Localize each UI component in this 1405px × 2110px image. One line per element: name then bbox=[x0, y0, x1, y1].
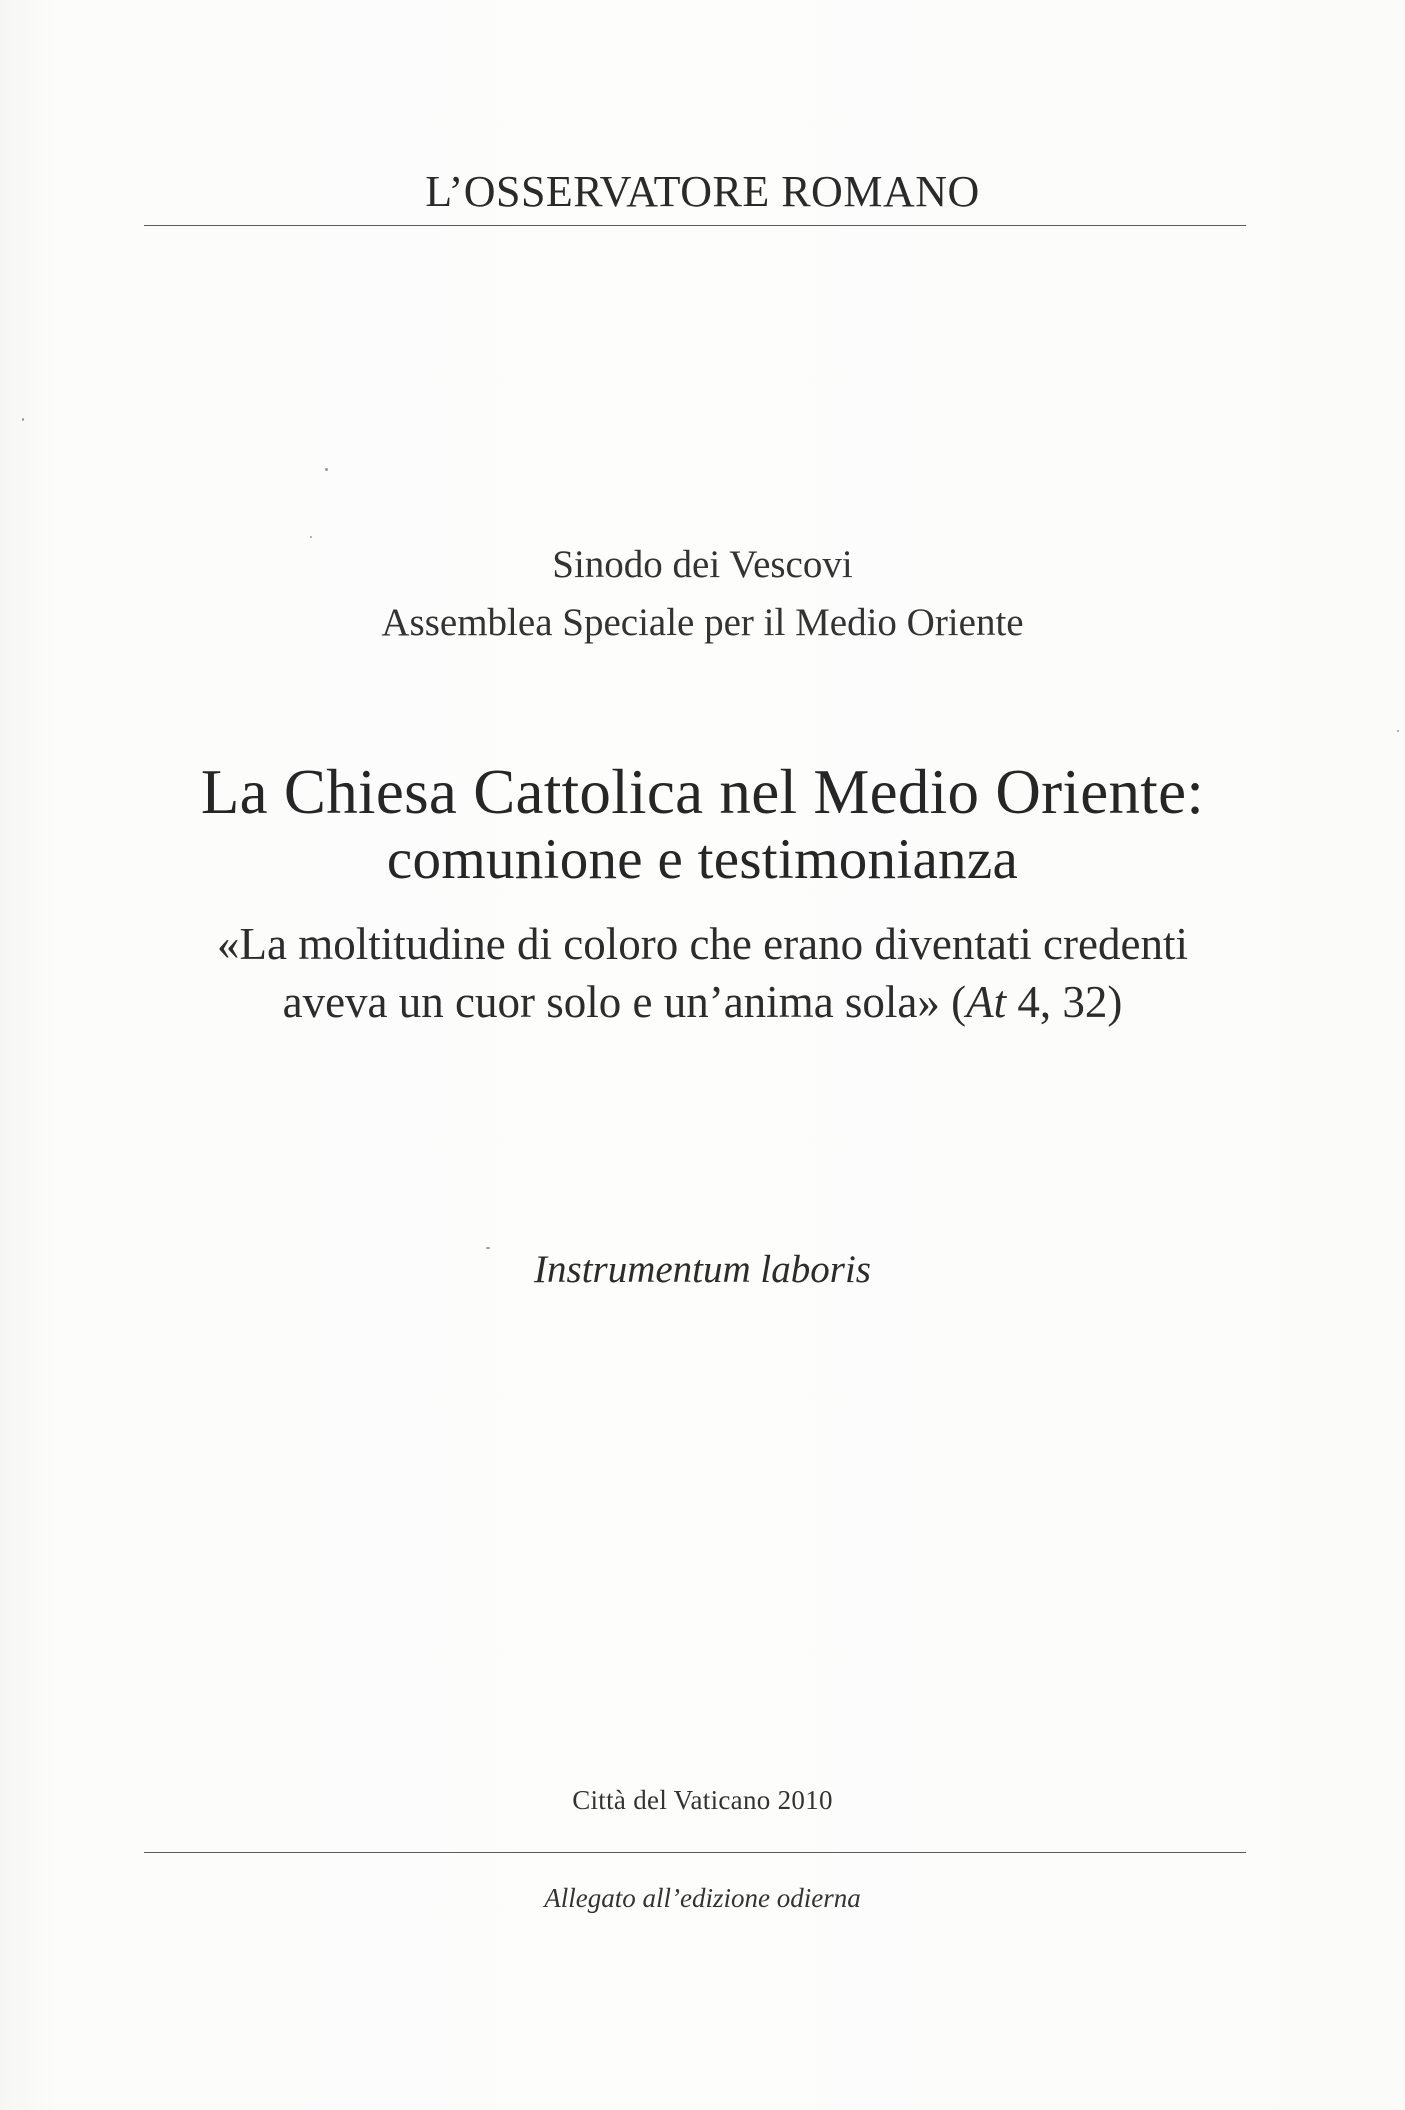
top-rule bbox=[144, 225, 1246, 226]
title-line-2: comunione e testimonianza bbox=[386, 828, 1019, 891]
quote-line-1: «La moltitudine di coloro che erano diventati credenti bbox=[217, 919, 1188, 969]
masthead: L’OSSERVATORE ROMANO bbox=[425, 167, 980, 216]
scan-speck bbox=[310, 536, 312, 538]
scan-speck bbox=[325, 468, 328, 471]
quote-line-2 bbox=[0, 976, 1405, 1028]
scan-speck bbox=[1397, 730, 1399, 732]
synod-heading: Sinodo dei Vescovi bbox=[552, 543, 853, 586]
scan-speck bbox=[486, 1247, 490, 1249]
document-subtitle: Instrumentum laboris bbox=[534, 1248, 871, 1291]
quote-line-2-text: aveva un cuor solo e un’anima sola» ( bbox=[282, 977, 967, 1027]
allegato-note: Allegato all’edizione odierna bbox=[544, 1883, 861, 1913]
place-and-year: Città del Vaticano 2010 bbox=[572, 1785, 833, 1815]
quote-reference-verse: 4, 32) bbox=[1006, 977, 1123, 1027]
assembly-heading: Assemblea Speciale per il Medio Oriente bbox=[381, 601, 1024, 644]
scan-speck bbox=[22, 418, 24, 421]
bottom-rule bbox=[144, 1852, 1246, 1853]
quote-reference-book: At bbox=[966, 977, 1007, 1027]
title-line-1: La Chiesa Cattolica nel Medio Oriente: bbox=[200, 757, 1205, 827]
